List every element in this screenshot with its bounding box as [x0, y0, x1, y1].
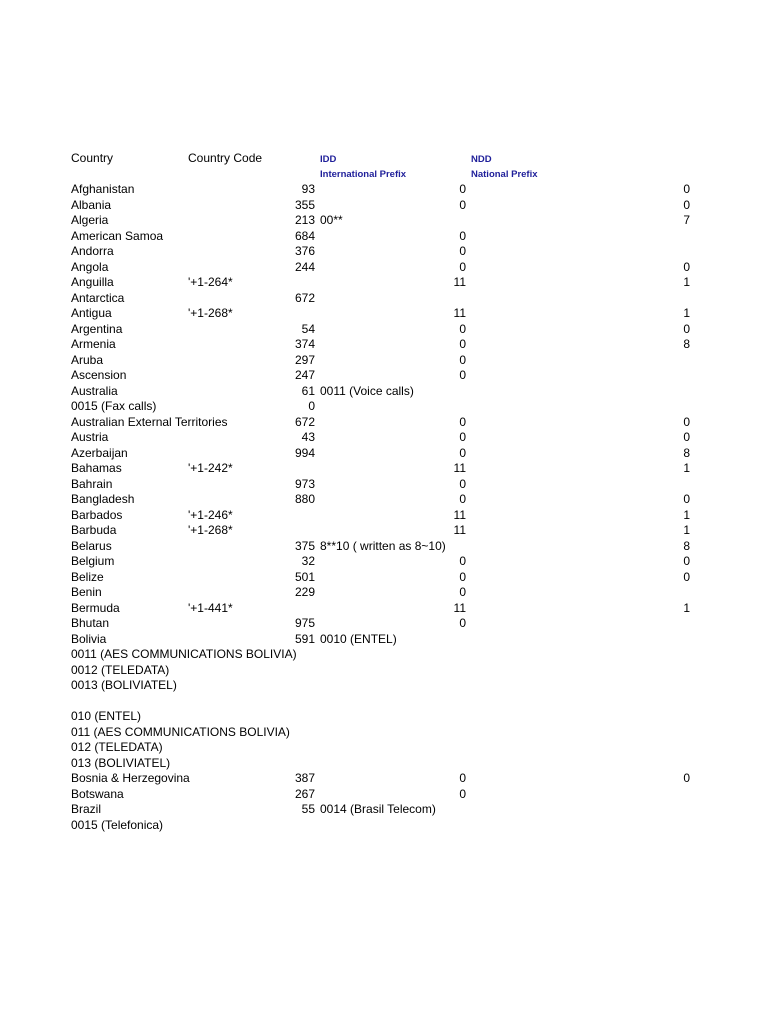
table-row — [0, 787, 768, 803]
country-name: Aruba — [71, 352, 104, 367]
table-row — [0, 306, 768, 322]
country-code: 880 — [294, 492, 315, 506]
header-country-code: Country Code — [188, 151, 263, 165]
country-name: Belarus — [71, 538, 112, 553]
ndd-value: 0 — [683, 554, 690, 568]
country-name: 0015 (Telefonica) — [71, 817, 164, 832]
table-row — [0, 260, 768, 276]
idd-value: 11 — [453, 275, 466, 289]
country-code: 0 — [308, 399, 315, 413]
ndd-value: 0 — [683, 492, 690, 506]
country-code: 672 — [294, 414, 315, 429]
header-idd: IDD — [320, 154, 337, 165]
country-code: 55 — [301, 802, 315, 816]
country-name: American Samoa — [71, 228, 164, 243]
table-row — [0, 353, 768, 369]
country-name: 0011 (AES COMMUNICATIONS BOLIVIA) — [71, 647, 297, 661]
country-name: Afghanistan — [71, 182, 135, 196]
country-name: Belgium — [71, 554, 115, 568]
table-row — [0, 632, 768, 648]
table-row — [0, 554, 768, 570]
idd-value: 0 — [459, 352, 466, 367]
ndd-value: 0 — [683, 569, 690, 584]
country-code: 229 — [294, 585, 315, 599]
table-row — [0, 446, 768, 462]
country-code: 374 — [294, 337, 315, 351]
country-code: 684 — [294, 228, 315, 243]
ndd-value: 8 — [683, 337, 690, 351]
country-name: 0015 (Fax calls) — [71, 399, 157, 413]
country-code: 297 — [294, 352, 315, 367]
idd-value: 0 — [459, 197, 466, 212]
ndd-value: 0 — [683, 414, 690, 429]
ndd-value: 8 — [683, 538, 690, 553]
country-code: 994 — [294, 445, 315, 460]
country-name: Bermuda — [71, 600, 120, 615]
idd-value: 0 — [459, 368, 466, 382]
country-code: 93 — [301, 182, 315, 196]
country-code: 267 — [294, 786, 315, 801]
country-code: 32 — [301, 554, 315, 568]
header-country: Country — [71, 151, 114, 165]
idd-prefix-note: 0014 (Brasil Telecom) — [320, 802, 436, 816]
idd-value: 0 — [459, 616, 466, 630]
ndd-value: 0 — [683, 182, 690, 196]
country-name: Ascension — [71, 368, 127, 382]
idd-prefix-note: 0011 (Voice calls) — [320, 383, 414, 398]
idd-value: 0 — [459, 182, 466, 196]
country-name: Austria — [71, 430, 109, 444]
table-row — [0, 740, 768, 756]
country-code-alt: '+1-242* — [188, 461, 233, 475]
table-row — [0, 756, 768, 772]
country-name: Andorra — [71, 244, 114, 258]
country-name: Angola — [71, 259, 109, 274]
country-name: Anguilla — [71, 275, 114, 289]
table-row — [0, 415, 768, 431]
country-code: 387 — [294, 771, 315, 785]
idd-prefix-note: 00** — [320, 213, 343, 227]
ndd-value: 1 — [683, 275, 690, 289]
country-name: Antarctica — [71, 290, 125, 305]
country-name: Barbados — [71, 507, 123, 522]
country-name: 010 (ENTEL) — [71, 709, 142, 723]
country-code-alt: '+1-268* — [188, 306, 233, 320]
country-code-alt: '+1-246* — [188, 507, 233, 522]
idd-value: 0 — [459, 228, 466, 243]
idd-value: 0 — [459, 476, 466, 491]
table-row — [0, 368, 768, 384]
country-name: Bolivia — [71, 631, 107, 646]
idd-prefix-note: 8**10 ( written as 8~10) — [320, 538, 446, 553]
ndd-value: 0 — [683, 197, 690, 212]
table-row — [0, 477, 768, 493]
country-name: Barbuda — [71, 523, 117, 537]
idd-value: 11 — [453, 461, 466, 475]
table-row — [0, 663, 768, 679]
idd-value: 0 — [459, 321, 466, 336]
country-name: Azerbaijan — [71, 445, 128, 460]
country-code: 213 — [294, 213, 315, 227]
table-row — [0, 337, 768, 353]
country-code: 355 — [294, 197, 315, 212]
idd-value: 0 — [459, 786, 466, 801]
idd-value: 0 — [459, 445, 466, 460]
country-name: Armenia — [71, 337, 116, 351]
idd-value: 0 — [459, 569, 466, 584]
ndd-value: 1 — [683, 507, 690, 522]
idd-value: 11 — [453, 600, 466, 615]
country-code: 244 — [294, 259, 315, 274]
idd-value: 11 — [453, 306, 466, 320]
country-code: 247 — [294, 368, 315, 382]
table-row — [0, 601, 768, 617]
country-code-alt: '+1-264* — [188, 275, 233, 289]
table-row — [0, 508, 768, 524]
country-code: 672 — [294, 290, 315, 305]
ndd-value: 0 — [683, 771, 690, 785]
table-row — [0, 539, 768, 555]
table-row — [0, 523, 768, 539]
table-row — [0, 678, 768, 694]
country-name: Botswana — [71, 786, 124, 801]
country-code: 43 — [301, 430, 315, 444]
country-name: Bosnia & Herzegovina — [71, 771, 190, 785]
table-row — [0, 492, 768, 508]
table-row — [0, 570, 768, 586]
country-name: Bangladesh — [71, 492, 135, 506]
idd-value: 0 — [459, 414, 466, 429]
country-name: 012 (TELEDATA) — [71, 740, 163, 754]
idd-value: 0 — [459, 492, 466, 506]
table-row — [0, 461, 768, 477]
country-code: 501 — [294, 569, 315, 584]
country-name: 011 (AES COMMUNICATIONS BOLIVIA) — [71, 724, 290, 739]
table-row — [0, 430, 768, 446]
table-row — [0, 725, 768, 741]
country-name: 0013 (BOLIVIATEL) — [71, 678, 177, 692]
table-row — [0, 616, 768, 632]
country-code-alt: '+1-441* — [188, 600, 233, 615]
country-name: Brazil — [71, 802, 102, 816]
ndd-value: 1 — [683, 523, 690, 537]
idd-value: 0 — [459, 244, 466, 258]
table-row — [0, 182, 768, 198]
country-name: Bhutan — [71, 616, 110, 630]
country-name: Algeria — [71, 213, 109, 227]
table-row — [0, 694, 768, 710]
table-row — [0, 198, 768, 214]
country-code: 975 — [294, 616, 315, 630]
table-row — [0, 384, 768, 400]
table-row — [0, 771, 768, 787]
table-row — [0, 275, 768, 291]
country-code: 973 — [294, 476, 315, 491]
country-name: Argentina — [71, 321, 123, 336]
country-code: 591 — [294, 631, 315, 646]
idd-value: 0 — [459, 430, 466, 444]
country-name: Australian External Territories — [71, 414, 228, 429]
country-code: 375 — [294, 538, 315, 553]
ndd-value: 0 — [683, 259, 690, 274]
ndd-value: 1 — [683, 461, 690, 475]
header-idd-subtitle: International Prefix — [320, 169, 407, 180]
country-code-alt: '+1-268* — [188, 523, 233, 537]
country-name: Belize — [71, 569, 104, 584]
header-ndd: NDD — [471, 154, 492, 165]
idd-value: 0 — [459, 585, 466, 599]
idd-value: 0 — [459, 337, 466, 351]
country-name: Bahamas — [71, 461, 122, 475]
table-row — [0, 291, 768, 307]
idd-value: 11 — [453, 507, 466, 522]
country-name: 013 (BOLIVIATEL) — [71, 755, 171, 770]
idd-value: 0 — [459, 554, 466, 568]
ndd-value: 8 — [683, 445, 690, 460]
ndd-value: 0 — [683, 321, 690, 336]
country-name: Albania — [71, 197, 112, 212]
table-row — [0, 322, 768, 338]
country-code: 61 — [301, 383, 315, 398]
table-row — [0, 709, 768, 725]
table-row — [0, 399, 768, 415]
table-row — [0, 647, 768, 663]
ndd-value: 1 — [683, 306, 690, 320]
ndd-value: 7 — [683, 213, 690, 227]
idd-prefix-note: 0010 (ENTEL) — [320, 631, 397, 646]
country-code: 376 — [294, 244, 315, 258]
country-name: Antigua — [71, 306, 112, 320]
header-ndd-subtitle: National Prefix — [471, 169, 538, 180]
idd-value: 0 — [459, 259, 466, 274]
ndd-value: 0 — [683, 430, 690, 444]
table-row — [0, 244, 768, 260]
country-name: Bahrain — [71, 476, 113, 491]
table-row — [0, 229, 768, 245]
country-code: 54 — [301, 321, 315, 336]
country-name: Australia — [71, 383, 118, 398]
ndd-value: 1 — [683, 600, 690, 615]
table-row — [0, 585, 768, 601]
idd-value: 0 — [459, 771, 466, 785]
country-name: 0012 (TELEDATA) — [71, 662, 170, 677]
idd-value: 11 — [453, 523, 466, 537]
table-row — [0, 818, 768, 834]
table-row — [0, 213, 768, 229]
country-name: Benin — [71, 585, 102, 599]
table-row — [0, 802, 768, 818]
